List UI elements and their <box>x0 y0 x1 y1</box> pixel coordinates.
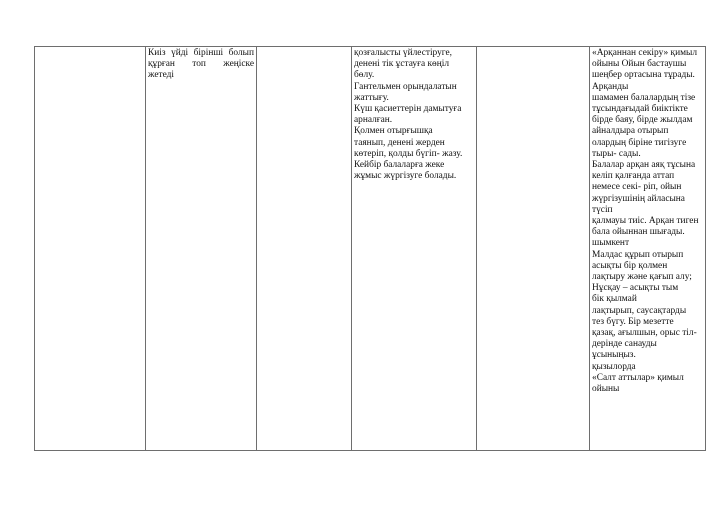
col4-line: жаттығу. <box>354 92 389 103</box>
col4-line: таянып, денені жерден <box>354 137 445 148</box>
col6-line: шеңбер ортасына тұрады. <box>592 70 695 81</box>
col6-line: олардың біріне тигізуге <box>592 137 687 148</box>
col6-line: Арқанды <box>592 81 629 92</box>
col6-line: қалмауы тиіс. Арқан тиген <box>592 216 699 227</box>
cell-col6-text <box>592 48 703 395</box>
col6-line: шымкент <box>592 238 630 249</box>
col6-line: асықты бір қолмен <box>592 260 668 271</box>
col4-line: Қолмен отырғышқа <box>354 126 433 137</box>
col6-line: қазақ, ағылшын, орыс тіл- <box>592 328 697 339</box>
col4-line: қозғалысты үйлестіруге, <box>354 48 453 58</box>
col2-line: Киіз үйді бірінші болып <box>148 48 254 58</box>
col6-line: Балалар арқан аяқ тұсына <box>592 160 696 171</box>
col6-line: тыры- сады. <box>592 148 641 159</box>
col6-line: дерінде санауды <box>592 339 657 350</box>
table-cell-col6 <box>590 47 706 451</box>
col6-line: ойыны Ойын бастаушы <box>592 59 687 70</box>
col6-line: келіп қалғанда аттап <box>592 171 675 182</box>
table-cell-col2 <box>146 47 257 451</box>
col4-line: көтеріп, қолды бүгіп- жазу. <box>354 148 463 159</box>
table-cell-col5 <box>477 47 590 451</box>
col6-line: бала ойыннан шығады. <box>592 227 685 238</box>
col6-line: Малдас құрып отырып <box>592 249 684 260</box>
col4-line: Күш қасиеттерін дамытуға <box>354 104 462 115</box>
col4-line: арналған. <box>354 115 393 126</box>
col2-line: жетеді <box>148 70 175 81</box>
col6-line: бік қылмай <box>592 294 637 305</box>
col6-line: немесе секі- ріп, ойын <box>592 182 682 193</box>
table-row <box>35 47 706 451</box>
col6-line: жүргізушінің айласына <box>592 193 685 204</box>
cell-col2-text <box>148 48 254 82</box>
col6-line: «Арқаннан секіру» қимыл <box>592 48 698 58</box>
document-table <box>34 46 706 451</box>
col6-line: тез бүгу. Бір мезетте <box>592 316 674 327</box>
col6-line: шамамен балалардың тізе <box>592 92 696 103</box>
col6-line: бірде баяу, бірде жылдам <box>592 115 693 126</box>
col2-line: құрған топ жеңіске <box>148 59 254 70</box>
cell-col4-text <box>354 48 474 182</box>
table-cell-col3 <box>257 47 352 451</box>
col6-line: ұсыныңыз. <box>592 350 636 361</box>
col4-line: Кейбір балаларға жеке <box>354 160 445 171</box>
col6-line: ойыны <box>592 384 620 395</box>
col4-line: жұмыс жүргізуге болады. <box>354 171 457 182</box>
col6-line: «Салт аттылар» қимыл <box>592 372 684 383</box>
table-cell-col4 <box>352 47 477 451</box>
col4-line: денені тік ұстауға көңіл <box>354 59 449 70</box>
table-cell-col1 <box>35 47 146 451</box>
col6-line: қызылорда <box>592 361 636 372</box>
col6-line: Нұсқау – асықты тым <box>592 283 679 294</box>
col6-line: тұсындағыдай биіктікте <box>592 104 688 115</box>
col6-line: айналдыра отырып <box>592 126 669 137</box>
col4-line: Гантельмен орындалатын <box>354 81 457 92</box>
col6-line: лақтырып, саусақтарды <box>592 305 687 316</box>
col4-line: бөлу. <box>354 70 375 81</box>
col6-line: лақтыру және қағып алу; <box>592 272 692 283</box>
col6-line: түсіп <box>592 204 613 215</box>
